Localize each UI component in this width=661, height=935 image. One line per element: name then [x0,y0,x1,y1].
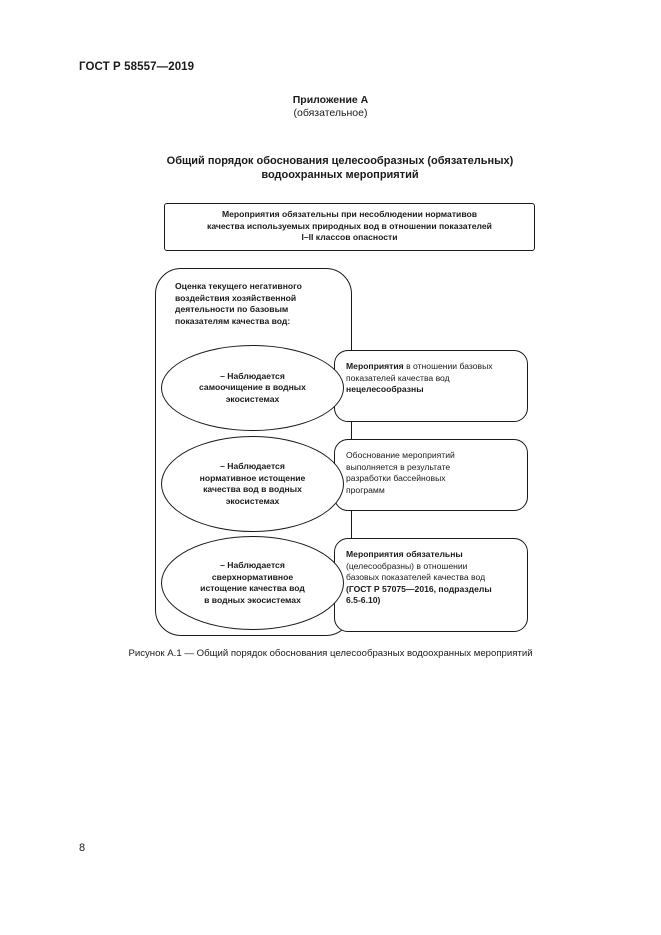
outcome-line [346,361,519,373]
outcome-line: выполняется в результате [346,461,451,472]
ellipse-line: – Наблюдается [220,370,285,381]
box-line: Мероприятия обязательны при несоблюдении нормативов [221,209,478,219]
section-title [140,154,540,182]
ellipse-self-purification [161,345,344,431]
outcome-line: Мероприятия обязательны [346,549,463,559]
outcome-line: показателей качества вод [346,372,450,383]
outcome-line: программ [346,484,385,495]
outcome-box-not-needed [334,350,528,422]
section-title-line: водоохранных мероприятий [261,169,419,181]
ellipse-line: качества вод в водных [203,484,302,494]
outcome-line: (целесообразны) в отношении [346,560,468,571]
ellipse-line: – Наблюдается [220,461,285,471]
standard-number: ГОСТ Р 58557—2019 [79,61,195,73]
ellipse-line: экосистемах [225,393,280,404]
box-line: качества используемых природных вод в отношении показателей [207,220,492,231]
ellipse-line: истощение качества вод [200,583,305,593]
box-line: I–II классов опасности [301,232,398,242]
appendix-status: (обязательное) [293,107,368,119]
assessment-line: показателям качества вод: [175,315,291,326]
ellipse-line: самоочищение в водных [199,382,306,393]
outcome-line: базовых показателей качества вод [346,572,486,582]
ellipse-line: в водных экосистемах [204,594,301,605]
outcome-box-basin-programs [334,439,528,511]
outcome-line: нецелесообразны [346,384,424,394]
assessment-line: Оценка текущего негативного [175,281,302,291]
outcome-box-mandatory [334,538,528,632]
outcome-line: разработки бассейновых [346,473,446,483]
ellipse-normative-depletion [161,436,344,532]
assessment-text [175,281,325,327]
assessment-line: деятельности по базовым [175,304,289,314]
page-number: 8 [79,842,86,854]
ellipse-line: – Наблюдается [220,560,285,570]
outcome-line: Обоснование мероприятий [346,450,455,460]
ellipse-line: нормативное истощение [199,472,306,483]
section-title-line: Общий порядок обоснования целесообразных (обязательных) [166,155,514,167]
ellipse-excess-depletion [161,536,344,630]
outcome-line: (ГОСТ Р 57075—2016, подразделы [346,583,492,594]
assessment-line: воздействия хозяйственной [175,292,297,303]
outcome-line: 6.5-6.10) [346,595,381,605]
outcome-lead: Мероприятия [346,361,404,371]
mandatory-measures-box [164,203,535,251]
ellipse-line: сверхнормативное [211,571,294,582]
figure-caption: Рисунок А.1 — Общий порядок обоснования целесообразных водоохранных мероприятий [128,648,533,659]
appendix-title: Приложение А [292,94,369,106]
ellipse-line: экосистемах [225,495,280,506]
outcome-line-rest: в отношении базовых [403,361,493,371]
